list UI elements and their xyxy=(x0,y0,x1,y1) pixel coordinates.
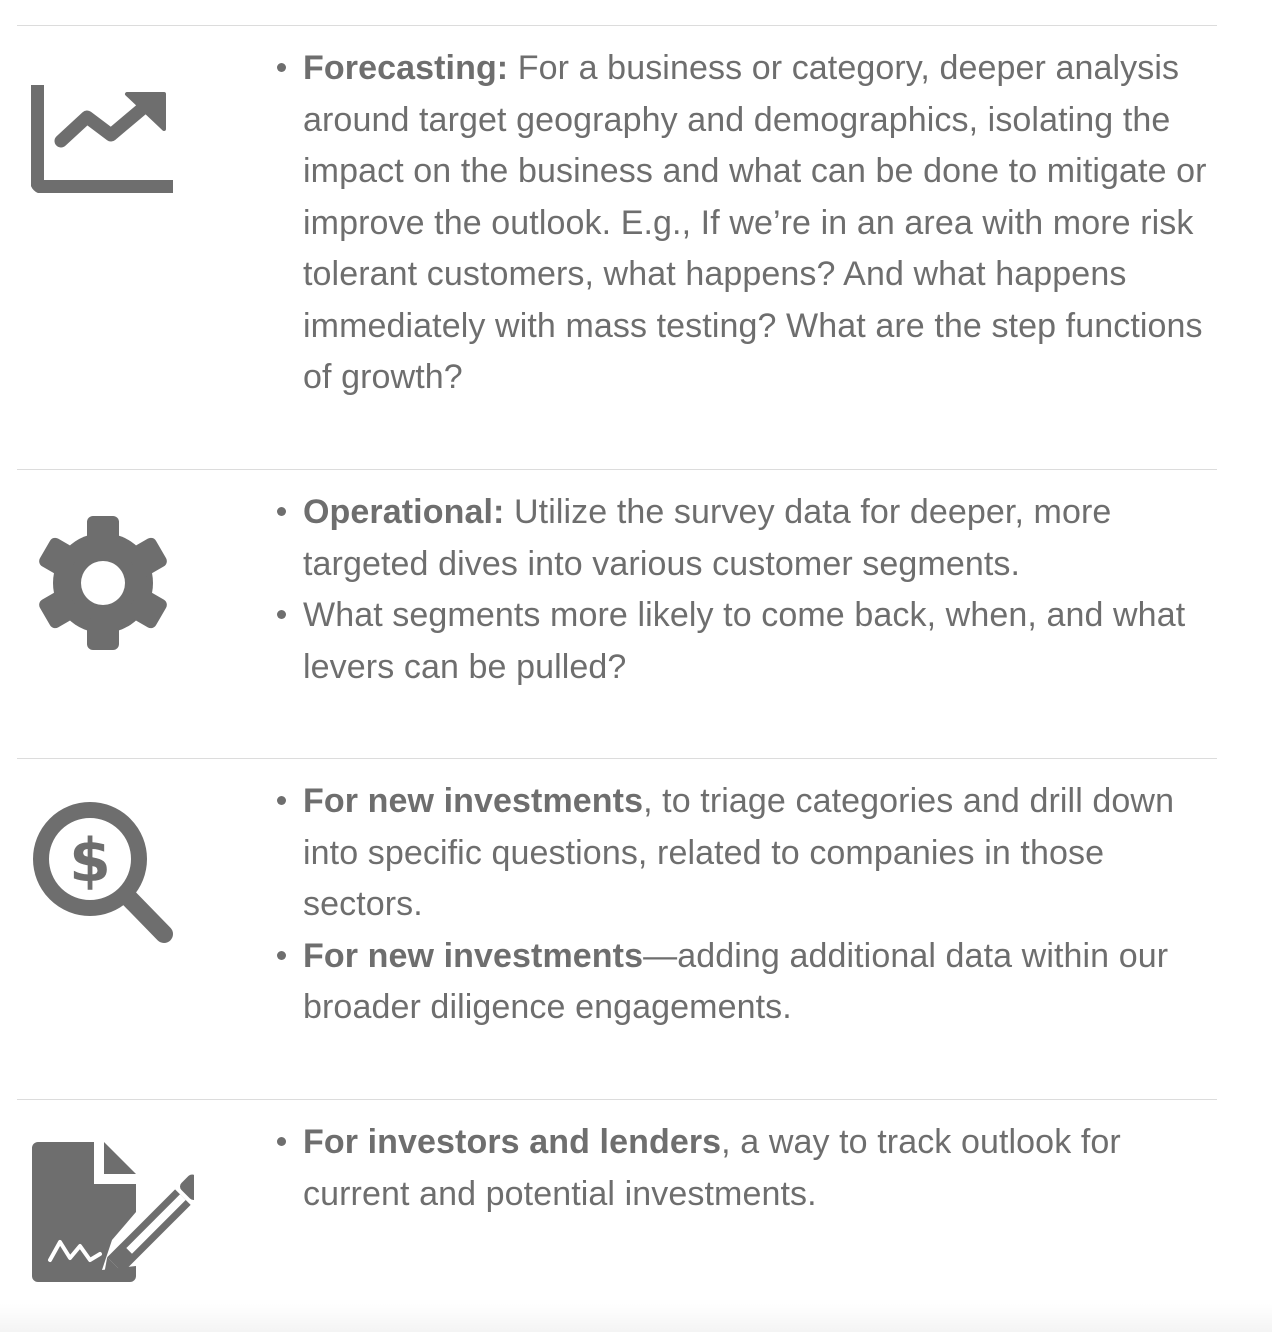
point-heading: For new investments xyxy=(303,782,644,820)
list-item xyxy=(303,931,1217,1034)
list-item xyxy=(303,776,1217,931)
section-forecasting xyxy=(17,25,1217,470)
point-heading: Operational: xyxy=(303,493,505,531)
dollar-search-icon xyxy=(32,801,176,943)
point-heading: Forecasting: xyxy=(303,49,509,87)
point-text: For a business or category, deeper analysis around target geography and demographics, isolating the impact on the business and what can be done to mitigate or improve the outlook. E.g., If we’re in an area with more risk tolerant customers, what happens? And what happens immediately with mass testing? What are the step functions of growth? xyxy=(303,49,1207,396)
line-chart-trending-up-icon xyxy=(31,85,175,193)
svg-text:$: $ xyxy=(69,826,111,896)
point-text: , to triage categories and drill down into specific questions, related to companies in those sectors. xyxy=(303,782,1175,923)
point-text: What segments more likely to come back, when, and what levers can be pulled? xyxy=(303,596,1186,686)
point-heading: For new investments xyxy=(303,936,644,975)
point-heading: For investors and lenders xyxy=(303,1123,722,1161)
section-operational xyxy=(17,469,1217,759)
signed-document-pen-icon xyxy=(32,1142,194,1284)
point-text: , a way to track outlook for current and potential investments. xyxy=(303,1123,1121,1213)
gear-icon xyxy=(37,515,169,651)
section-new-investments xyxy=(17,758,1217,1100)
list-item xyxy=(303,487,1217,590)
point-text: —adding additional data within our broader diligence engagements. xyxy=(303,936,1169,1026)
bottom-fade xyxy=(0,1304,1272,1332)
section-investors-lenders xyxy=(17,1099,1217,1305)
list-item xyxy=(303,590,1217,693)
point-text: Utilize the survey data for deeper, more targeted dives into various customer segments. xyxy=(303,493,1112,583)
list-item xyxy=(303,1117,1217,1220)
list-item xyxy=(303,43,1217,404)
